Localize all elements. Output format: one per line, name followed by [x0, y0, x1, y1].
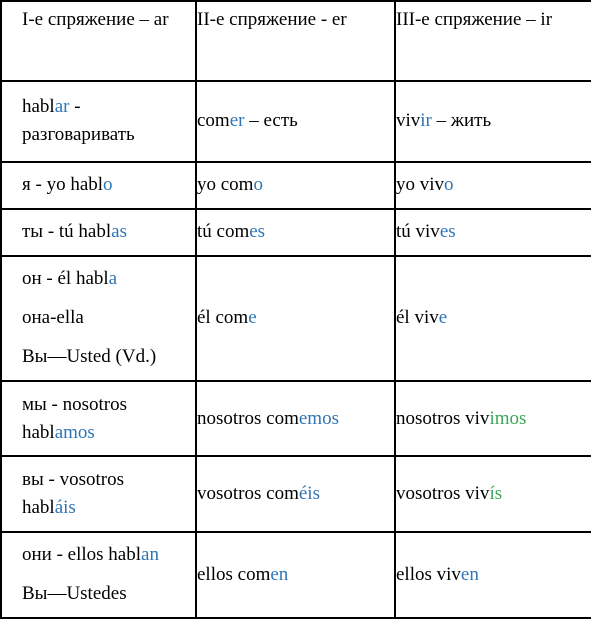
- form-ending: e: [438, 307, 448, 329]
- infinitive-col1: [1, 81, 196, 161]
- form-stem: habl: [22, 497, 55, 519]
- el-line: [22, 265, 189, 293]
- form-ending: emos: [298, 407, 339, 429]
- ellos-col3: [395, 532, 591, 618]
- ustedes-line: Вы—Ustedes: [22, 583, 127, 605]
- ellos-col1: [1, 532, 196, 618]
- yo-col3: [395, 162, 591, 209]
- nosotros-pronoun: мы - nosotros: [22, 393, 128, 415]
- form-stem: habl: [22, 421, 55, 443]
- tu-col1: [1, 209, 196, 256]
- form-ending: o: [444, 174, 454, 196]
- vosotros-pronoun: вы - vosotros: [22, 469, 124, 491]
- vosotros-form: [22, 494, 189, 522]
- form-ending: es: [249, 221, 266, 243]
- tu-col3: [395, 209, 591, 256]
- form-stem: él viv: [396, 307, 439, 329]
- header-col2: [196, 1, 395, 81]
- infinitive-ending: ar: [54, 96, 70, 118]
- vosotros-col3: [395, 456, 591, 531]
- header-col1: [1, 1, 196, 81]
- nosotros-form: [22, 419, 189, 447]
- form-stem: ты - tú habl: [22, 221, 112, 243]
- form-stem: nosotros com: [197, 407, 299, 429]
- form-stem: nosotros viv: [396, 407, 490, 429]
- header-col3: [395, 1, 591, 81]
- form-stem: yo viv: [396, 174, 445, 196]
- form-ending: o: [253, 174, 263, 196]
- form-ending: imos: [489, 407, 527, 429]
- ellos-row: [1, 532, 591, 618]
- vosotros-col2: [196, 456, 395, 531]
- el-row: [1, 256, 591, 381]
- nosotros-col3: [395, 381, 591, 456]
- header-col3-text: III-е спряжение – ir: [396, 9, 553, 30]
- ella-line: она-ella: [22, 307, 84, 329]
- form-ending: éis: [298, 483, 320, 505]
- form-stem: tú viv: [396, 221, 440, 243]
- nosotros-col2: [196, 381, 395, 456]
- form-ending: amos: [54, 421, 95, 443]
- yo-row: [1, 162, 591, 209]
- infinitive-translation: - разговаривать: [22, 96, 135, 146]
- tu-row: [1, 209, 591, 256]
- form-ending: as: [111, 221, 127, 243]
- ellos-line: [22, 541, 189, 569]
- form-ending: en: [270, 563, 289, 585]
- form-stem: tú com: [197, 221, 250, 243]
- header-row: [1, 1, 591, 81]
- form-ending: áis: [54, 497, 76, 519]
- header-col2-text: II-е спряжение - er: [197, 9, 347, 30]
- form-stem: ellos com: [197, 563, 271, 585]
- form-ending: o: [103, 174, 113, 196]
- el-col3: [395, 256, 591, 381]
- form-stem: yo com: [197, 174, 254, 196]
- form-stem: vosotros com: [197, 483, 299, 505]
- infinitive-stem: com: [197, 110, 230, 132]
- infinitive-ending: ir: [420, 110, 432, 132]
- form-ending: en: [460, 563, 479, 585]
- infinitive-stem: habl: [22, 96, 55, 118]
- usted-line: Вы—Usted (Vd.): [22, 346, 157, 368]
- el-col1: [1, 256, 196, 381]
- infinitive-row: [1, 81, 591, 161]
- form-ending: ís: [489, 483, 503, 505]
- header-col1-text: I-е спряжение – ar: [22, 9, 169, 30]
- infinitive-col3: [395, 81, 591, 161]
- form-stem: vosotros viv: [396, 483, 490, 505]
- vosotros-col1: [1, 456, 196, 531]
- infinitive-stem: viv: [396, 110, 421, 132]
- form-stem: я - yo habl: [22, 174, 104, 196]
- form-ending: an: [141, 544, 159, 566]
- form-ending: e: [248, 307, 257, 329]
- vosotros-row: [1, 456, 591, 531]
- nosotros-row: [1, 381, 591, 456]
- yo-col1: [1, 162, 196, 209]
- infinitive-translation: – есть: [244, 110, 298, 132]
- tu-col2: [196, 209, 395, 256]
- el-col2: [196, 256, 395, 381]
- form-ending: es: [439, 221, 456, 243]
- yo-col2: [196, 162, 395, 209]
- infinitive-col2: [196, 81, 395, 161]
- infinitive-ending: er: [229, 110, 245, 132]
- form-stem: они - ellos habl: [22, 544, 142, 566]
- ellos-col2: [196, 532, 395, 618]
- form-stem: ellos viv: [396, 563, 461, 585]
- nosotros-col1: [1, 381, 196, 456]
- form-ending: a: [108, 268, 118, 290]
- form-stem: él com: [197, 307, 249, 329]
- infinitive-translation: – жить: [431, 110, 492, 132]
- form-stem: он - él habl: [22, 268, 109, 290]
